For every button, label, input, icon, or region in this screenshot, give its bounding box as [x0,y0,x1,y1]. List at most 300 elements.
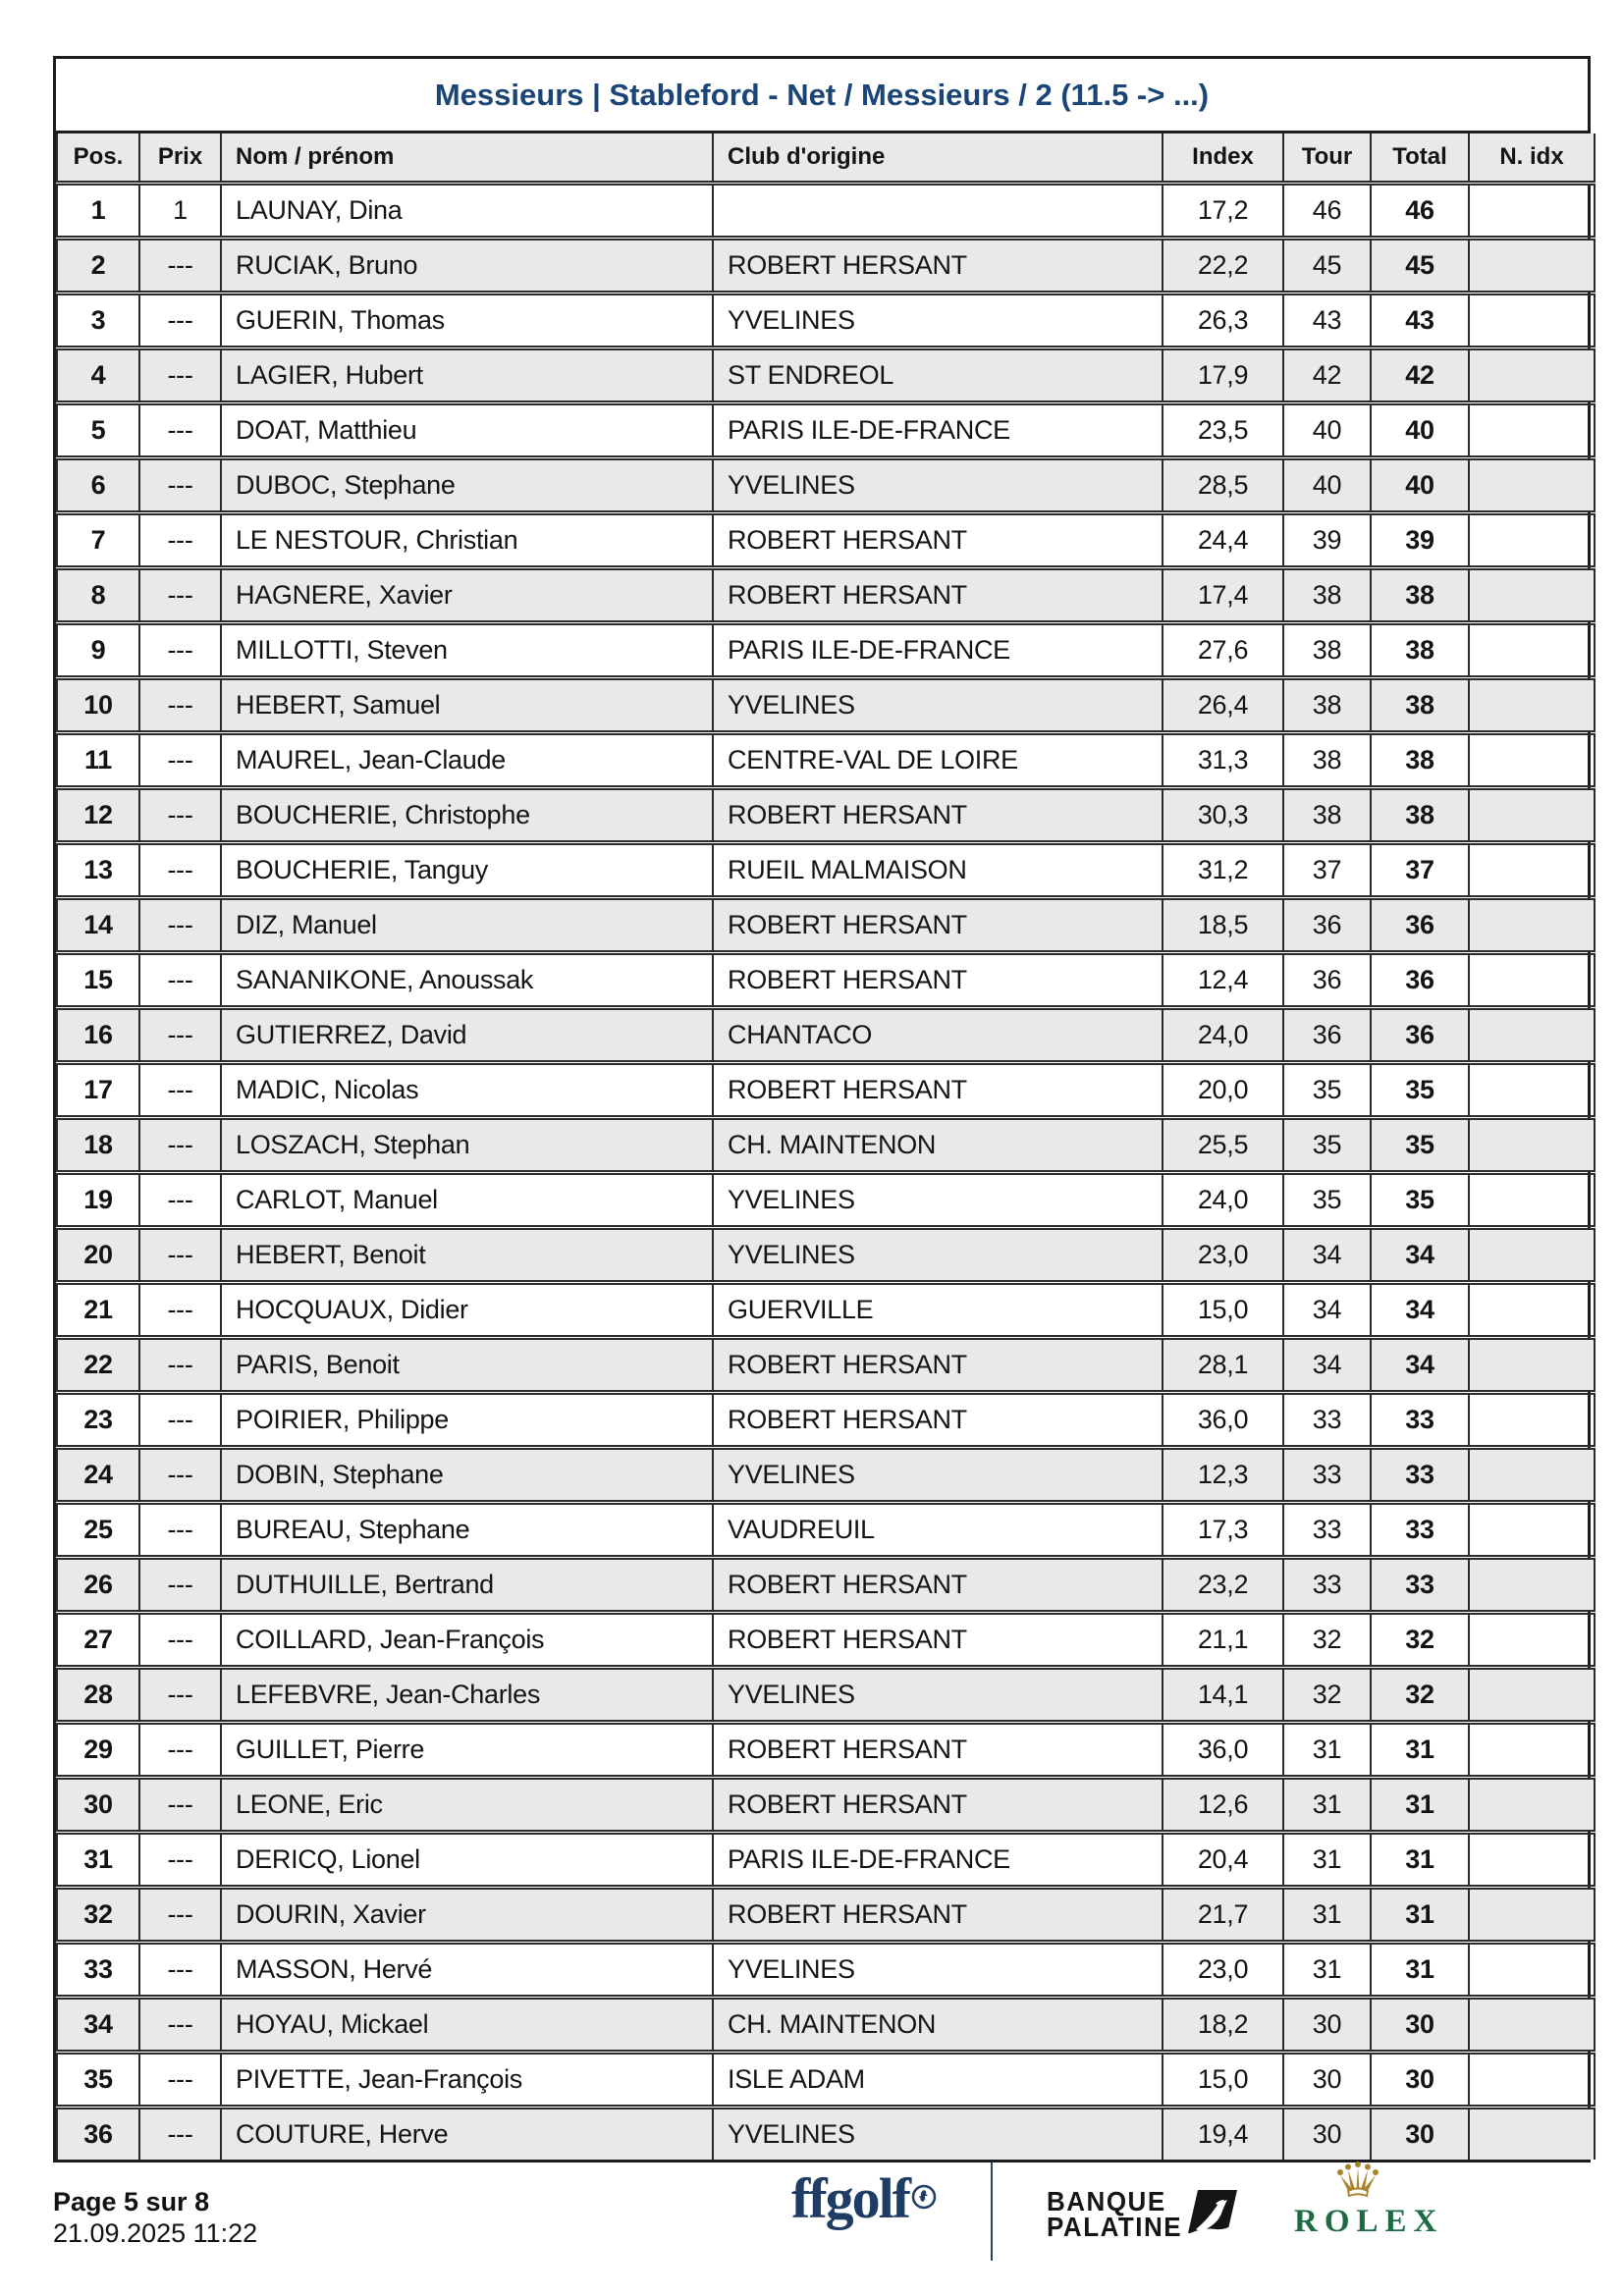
table-row [57,843,1595,898]
cell-pos: 35 [57,2053,139,2108]
cell-pos: 4 [57,348,139,403]
cell-nom: DUTHUILLE, Bertrand [221,1558,713,1613]
cell-prix: --- [139,1503,221,1558]
cell-total: 37 [1371,843,1469,898]
cell-index: 17,3 [1163,1503,1283,1558]
cell-index: 28,5 [1163,458,1283,513]
cell-pos: 16 [57,1008,139,1063]
cell-pos: 11 [57,733,139,788]
banque-palatine-horse-icon [1186,2190,1237,2237]
cell-total: 40 [1371,403,1469,458]
cell-index: 21,1 [1163,1613,1283,1668]
cell-pos: 1 [57,184,139,239]
cell-nom: PIVETTE, Jean-François [221,2053,713,2108]
cell-prix: --- [139,348,221,403]
cell-nidx [1469,788,1595,843]
cell-tour: 38 [1283,678,1371,733]
col-header-nidx: N. idx [1469,133,1595,184]
cell-pos: 5 [57,403,139,458]
cell-club: ROBERT HERSANT [713,568,1163,623]
rolex-logo [1294,2161,1444,2240]
cell-total: 34 [1371,1338,1469,1393]
cell-tour: 36 [1283,898,1371,953]
cell-tour: 30 [1283,1998,1371,2053]
cell-nom: GUTIERREZ, David [221,1008,713,1063]
cell-club: CENTRE-VAL DE LOIRE [713,733,1163,788]
cell-prix: --- [139,2053,221,2108]
table-row [57,294,1595,348]
cell-total: 40 [1371,458,1469,513]
cell-prix: --- [139,1393,221,1448]
cell-nidx [1469,1778,1595,1833]
cell-total: 30 [1371,1998,1469,2053]
cell-club: YVELINES [713,458,1163,513]
cell-tour: 32 [1283,1613,1371,1668]
cell-club: YVELINES [713,678,1163,733]
cell-total: 35 [1371,1118,1469,1173]
table-row [57,1888,1595,1943]
cell-nidx [1469,403,1595,458]
cell-pos: 32 [57,1888,139,1943]
cell-nom: POIRIER, Philippe [221,1393,713,1448]
cell-nidx [1469,1558,1595,1613]
cell-tour: 36 [1283,1008,1371,1063]
cell-tour: 30 [1283,2053,1371,2108]
cell-prix: --- [139,1173,221,1228]
cell-prix: --- [139,1558,221,1613]
cell-total: 31 [1371,1833,1469,1888]
cell-pos: 23 [57,1393,139,1448]
table-row [57,239,1595,294]
cell-pos: 8 [57,568,139,623]
cell-prix: --- [139,1833,221,1888]
cell-prix: --- [139,239,221,294]
cell-nom: HAGNERE, Xavier [221,568,713,623]
cell-club: ROBERT HERSANT [713,1393,1163,1448]
cell-pos: 30 [57,1778,139,1833]
cell-nidx [1469,1668,1595,1723]
table-row [57,953,1595,1008]
cell-prix: --- [139,1888,221,1943]
table-row [57,1503,1595,1558]
cell-total: 31 [1371,1943,1469,1998]
cell-nidx [1469,1943,1595,1998]
cell-nom: HOCQUAUX, Didier [221,1283,713,1338]
cell-nom: DERICQ, Lionel [221,1833,713,1888]
cell-nidx [1469,1063,1595,1118]
cell-pos: 36 [57,2108,139,2161]
table-row [57,1613,1595,1668]
cell-prix: --- [139,2108,221,2161]
cell-nidx [1469,1393,1595,1448]
cell-index: 26,4 [1163,678,1283,733]
cell-nom: GUILLET, Pierre [221,1723,713,1778]
cell-nidx [1469,1228,1595,1283]
cell-nidx [1469,184,1595,239]
cell-prix: --- [139,678,221,733]
table-row [57,1558,1595,1613]
cell-total: 32 [1371,1668,1469,1723]
table-row [57,1338,1595,1393]
cell-tour: 30 [1283,2108,1371,2161]
cell-total: 31 [1371,1888,1469,1943]
cell-index: 26,3 [1163,294,1283,348]
cell-prix: --- [139,1613,221,1668]
cell-pos: 10 [57,678,139,733]
cell-club: CH. MAINTENON [713,1118,1163,1173]
ffgolf-rooster-icon [911,2163,937,2219]
cell-prix: --- [139,568,221,623]
cell-tour: 39 [1283,513,1371,568]
cell-pos: 3 [57,294,139,348]
table-row [57,2108,1595,2161]
cell-pos: 34 [57,1998,139,2053]
cell-prix: --- [139,788,221,843]
cell-pos: 7 [57,513,139,568]
cell-nidx [1469,294,1595,348]
cell-prix: --- [139,1778,221,1833]
cell-prix: --- [139,1008,221,1063]
cell-pos: 31 [57,1833,139,1888]
cell-tour: 34 [1283,1283,1371,1338]
col-header-index: Index [1163,133,1283,184]
cell-nom: MILLOTTI, Steven [221,623,713,678]
cell-index: 18,2 [1163,1998,1283,2053]
table-row [57,678,1595,733]
cell-index: 17,4 [1163,568,1283,623]
cell-club: PARIS ILE-DE-FRANCE [713,403,1163,458]
cell-tour: 32 [1283,1668,1371,1723]
table-row [57,788,1595,843]
table-row [57,458,1595,513]
table-row [57,1283,1595,1338]
cell-index: 17,9 [1163,348,1283,403]
cell-nom: MAUREL, Jean-Claude [221,733,713,788]
table-row [57,1833,1595,1888]
cell-nidx [1469,1998,1595,2053]
table-row [57,513,1595,568]
cell-pos: 15 [57,953,139,1008]
cell-club: ROBERT HERSANT [713,898,1163,953]
table-row [57,898,1595,953]
cell-club: ISLE ADAM [713,2053,1163,2108]
cell-index: 23,2 [1163,1558,1283,1613]
cell-nidx [1469,623,1595,678]
cell-index: 20,0 [1163,1063,1283,1118]
cell-total: 34 [1371,1228,1469,1283]
cell-tour: 38 [1283,623,1371,678]
cell-tour: 38 [1283,733,1371,788]
cell-pos: 24 [57,1448,139,1503]
cell-tour: 46 [1283,184,1371,239]
table-row [57,1723,1595,1778]
cell-nidx [1469,348,1595,403]
cell-club: YVELINES [713,1228,1163,1283]
cell-nidx [1469,513,1595,568]
cell-tour: 33 [1283,1558,1371,1613]
cell-club: YVELINES [713,1448,1163,1503]
cell-prix: --- [139,733,221,788]
cell-prix: --- [139,1998,221,2053]
cell-pos: 28 [57,1668,139,1723]
cell-nom: DOAT, Matthieu [221,403,713,458]
cell-total: 43 [1371,294,1469,348]
cell-nidx [1469,1008,1595,1063]
cell-nidx [1469,1613,1595,1668]
cell-total: 35 [1371,1173,1469,1228]
cell-total: 33 [1371,1558,1469,1613]
cell-nom: MASSON, Hervé [221,1943,713,1998]
cell-nom: COILLARD, Jean-François [221,1613,713,1668]
rolex-crown-icon [1335,2161,1380,2200]
cell-tour: 38 [1283,788,1371,843]
cell-nidx [1469,1118,1595,1173]
cell-nom: GUERIN, Thomas [221,294,713,348]
cell-nidx [1469,1833,1595,1888]
cell-index: 22,2 [1163,239,1283,294]
cell-club: YVELINES [713,1668,1163,1723]
cell-total: 36 [1371,953,1469,1008]
cell-prix: --- [139,953,221,1008]
cell-index: 36,0 [1163,1723,1283,1778]
cell-nidx [1469,1503,1595,1558]
cell-total: 38 [1371,623,1469,678]
cell-tour: 36 [1283,953,1371,1008]
cell-index: 12,6 [1163,1778,1283,1833]
cell-prix: --- [139,403,221,458]
cell-nom: DOBIN, Stephane [221,1448,713,1503]
table-row [57,1668,1595,1723]
cell-index: 30,3 [1163,788,1283,843]
cell-nidx [1469,1173,1595,1228]
cell-nidx [1469,2108,1595,2161]
cell-pos: 18 [57,1118,139,1173]
col-header-tour: Tour [1283,133,1371,184]
cell-prix: --- [139,1283,221,1338]
cell-nom: MADIC, Nicolas [221,1063,713,1118]
cell-pos: 22 [57,1338,139,1393]
cell-index: 24,0 [1163,1008,1283,1063]
cell-club: ROBERT HERSANT [713,1338,1163,1393]
table-row [57,1063,1595,1118]
table-row [57,1008,1595,1063]
cell-total: 31 [1371,1723,1469,1778]
cell-nidx [1469,568,1595,623]
cell-nom: RUCIAK, Bruno [221,239,713,294]
cell-total: 33 [1371,1503,1469,1558]
cell-index: 24,0 [1163,1173,1283,1228]
cell-index: 31,2 [1163,843,1283,898]
cell-total: 38 [1371,788,1469,843]
cell-nidx [1469,239,1595,294]
page-title: Messieurs | Stableford - Net / Messieurs / 2 (11.5 -> ...) [434,77,1210,112]
cell-index: 17,2 [1163,184,1283,239]
cell-pos: 29 [57,1723,139,1778]
cell-prix: --- [139,1063,221,1118]
cell-nidx [1469,1723,1595,1778]
cell-total: 38 [1371,733,1469,788]
results-table [56,133,1596,2160]
page-info [53,2186,257,2250]
cell-index: 23,5 [1163,403,1283,458]
table-row [57,1173,1595,1228]
col-header-club: Club d'origine [713,133,1163,184]
cell-index: 24,4 [1163,513,1283,568]
col-header-prix: Prix [139,133,221,184]
cell-club: PARIS ILE-DE-FRANCE [713,623,1163,678]
cell-index: 12,3 [1163,1448,1283,1503]
cell-club: ROBERT HERSANT [713,788,1163,843]
cell-pos: 20 [57,1228,139,1283]
cell-pos: 9 [57,623,139,678]
cell-tour: 31 [1283,1778,1371,1833]
table-row [57,1943,1595,1998]
cell-prix: --- [139,843,221,898]
cell-tour: 35 [1283,1063,1371,1118]
cell-index: 19,4 [1163,2108,1283,2161]
cell-club: ROBERT HERSANT [713,239,1163,294]
cell-pos: 17 [57,1063,139,1118]
table-row [57,568,1595,623]
results-table-container [53,56,1591,2163]
cell-index: 28,1 [1163,1338,1283,1393]
cell-club: ROBERT HERSANT [713,1778,1163,1833]
cell-pos: 6 [57,458,139,513]
cell-pos: 14 [57,898,139,953]
cell-nom: HEBERT, Samuel [221,678,713,733]
cell-nom: LAUNAY, Dina [221,184,713,239]
cell-nom: DIZ, Manuel [221,898,713,953]
cell-total: 33 [1371,1448,1469,1503]
cell-prix: 1 [139,184,221,239]
cell-prix: --- [139,898,221,953]
cell-prix: --- [139,1668,221,1723]
cell-nom: SANANIKONE, Anoussak [221,953,713,1008]
cell-pos: 21 [57,1283,139,1338]
table-row [57,1393,1595,1448]
cell-nom: PARIS, Benoit [221,1338,713,1393]
cell-nidx [1469,898,1595,953]
cell-prix: --- [139,458,221,513]
cell-total: 36 [1371,898,1469,953]
table-row [57,1448,1595,1503]
cell-nom: LAGIER, Hubert [221,348,713,403]
cell-index: 23,0 [1163,1228,1283,1283]
cell-club: ROBERT HERSANT [713,1888,1163,1943]
cell-nom: CARLOT, Manuel [221,1173,713,1228]
table-row [57,1228,1595,1283]
cell-nom: BOUCHERIE, Tanguy [221,843,713,898]
cell-index: 15,0 [1163,2053,1283,2108]
cell-tour: 31 [1283,1943,1371,1998]
cell-prix: --- [139,294,221,348]
cell-prix: --- [139,1723,221,1778]
cell-nidx [1469,733,1595,788]
cell-index: 25,5 [1163,1118,1283,1173]
cell-total: 36 [1371,1008,1469,1063]
table-row [57,184,1595,239]
cell-club: CH. MAINTENON [713,1998,1163,2053]
cell-pos: 19 [57,1173,139,1228]
cell-total: 35 [1371,1063,1469,1118]
col-header-nom: Nom / prénom [221,133,713,184]
table-row [57,1778,1595,1833]
cell-nidx [1469,678,1595,733]
cell-index: 31,3 [1163,733,1283,788]
cell-club: ROBERT HERSANT [713,953,1163,1008]
header-row [57,133,1595,184]
cell-nom: COUTURE, Herve [221,2108,713,2161]
cell-tour: 43 [1283,294,1371,348]
cell-nom: LEONE, Eric [221,1778,713,1833]
cell-club: RUEIL MALMAISON [713,843,1163,898]
cell-club: VAUDREUIL [713,1503,1163,1558]
page-number: Page 5 sur 8 [53,2187,210,2216]
cell-index: 36,0 [1163,1393,1283,1448]
cell-tour: 31 [1283,1723,1371,1778]
cell-nidx [1469,1888,1595,1943]
col-header-total: Total [1371,133,1469,184]
cell-club: ROBERT HERSANT [713,513,1163,568]
cell-tour: 35 [1283,1118,1371,1173]
table-row [57,733,1595,788]
cell-pos: 33 [57,1943,139,1998]
cell-prix: --- [139,623,221,678]
cell-club: ST ENDREOL [713,348,1163,403]
cell-nom: BOUCHERIE, Christophe [221,788,713,843]
cell-nom: DOURIN, Xavier [221,1888,713,1943]
rolex-wordmark: ROLEX [1294,2204,1444,2239]
cell-prix: --- [139,513,221,568]
print-datetime: 21.09.2025 11:22 [53,2218,258,2249]
table-row [57,348,1595,403]
cell-total: 30 [1371,2053,1469,2108]
cell-tour: 38 [1283,568,1371,623]
cell-nom: BUREAU, Stephane [221,1503,713,1558]
ffgolf-logo [791,2166,937,2230]
cell-pos: 13 [57,843,139,898]
cell-total: 39 [1371,513,1469,568]
cell-nom: HEBERT, Benoit [221,1228,713,1283]
cell-index: 27,6 [1163,623,1283,678]
cell-tour: 33 [1283,1503,1371,1558]
cell-club: CHANTACO [713,1008,1163,1063]
cell-total: 33 [1371,1393,1469,1448]
cell-club: YVELINES [713,2108,1163,2161]
cell-total: 42 [1371,348,1469,403]
cell-tour: 31 [1283,1888,1371,1943]
col-header-pos: Pos. [57,133,139,184]
cell-prix: --- [139,1943,221,1998]
cell-index: 21,7 [1163,1888,1283,1943]
table-row [57,2053,1595,2108]
cell-index: 18,5 [1163,898,1283,953]
banque-palatine-wordmark: BANQUE PALATINE [1047,2185,1183,2243]
cell-tour: 45 [1283,239,1371,294]
table-row [57,403,1595,458]
cell-club: GUERVILLE [713,1283,1163,1338]
cell-nidx [1469,1283,1595,1338]
cell-club: PARIS ILE-DE-FRANCE [713,1833,1163,1888]
cell-pos: 12 [57,788,139,843]
cell-nidx [1469,1338,1595,1393]
cell-tour: 37 [1283,843,1371,898]
footer-divider-line [991,2163,993,2261]
cell-total: 46 [1371,184,1469,239]
cell-club: YVELINES [713,294,1163,348]
ffgolf-wordmark: ffgolf [791,2166,910,2230]
cell-tour: 35 [1283,1173,1371,1228]
